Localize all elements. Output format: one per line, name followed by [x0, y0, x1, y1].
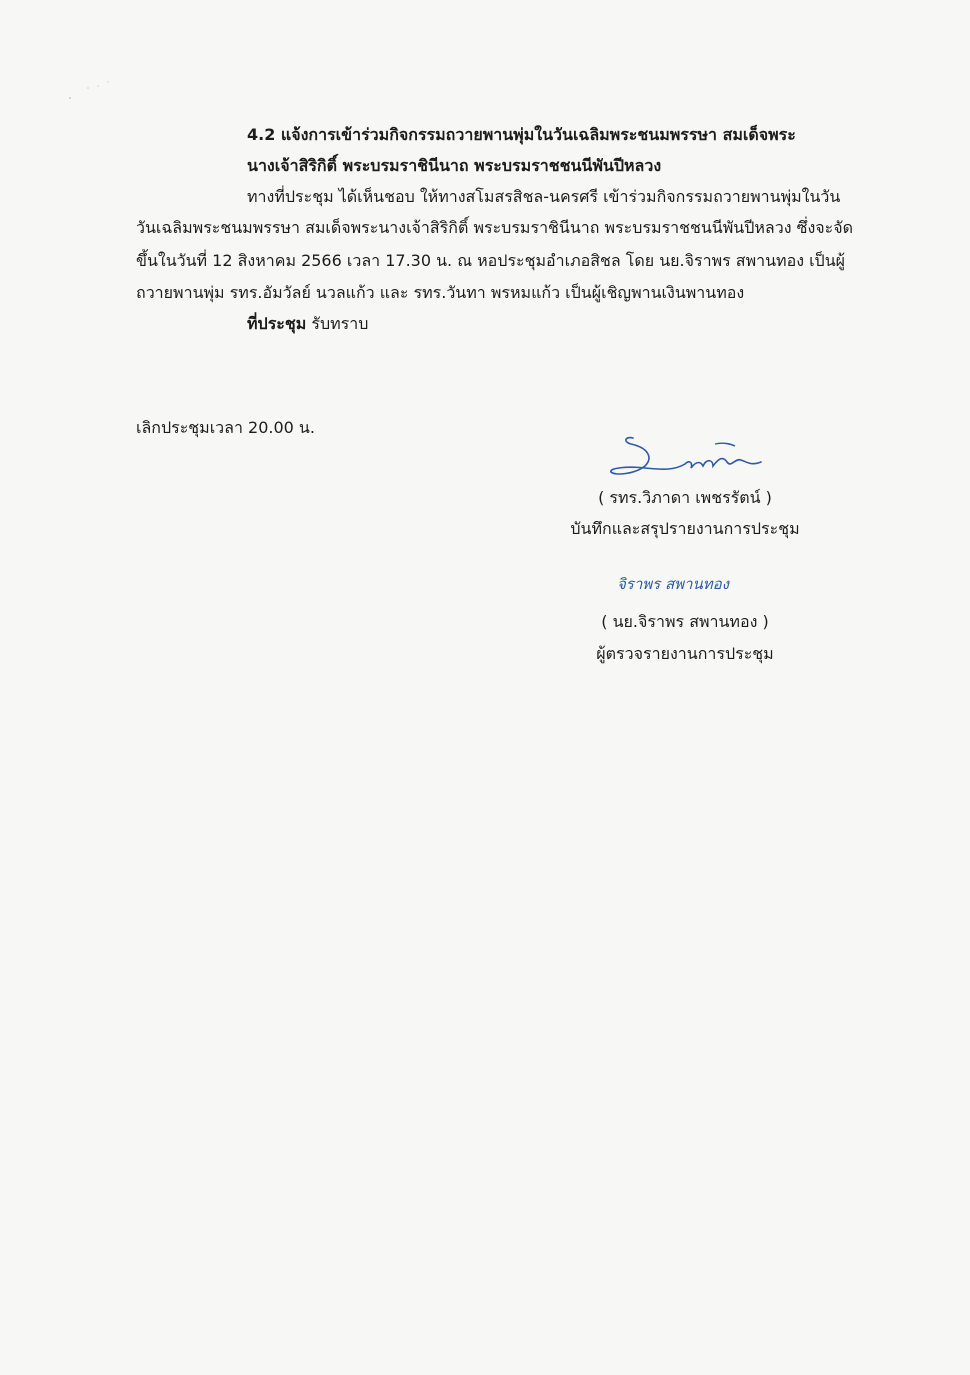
body-line2: วันเฉลิมพระชนมพรรษา สมเด็จพระนางเจ้าสิริกิติ์ พระบรมราชินีนาถ พระบรมราชชนนีพันปีหลวง ซึ่งจะจัด	[136, 218, 854, 237]
signature-2-role: ผู้ตรวจรายงานการประชุม	[596, 644, 774, 663]
resolution-line	[247, 313, 368, 335]
scan-specks	[60, 80, 120, 110]
body-line1: ทางที่ประชุม ได้เห็นชอบ ให้ทางสโมสรสิชล-นครศรี เข้าร่วมกิจกรรมถวายพานพุ่มในวัน	[247, 187, 841, 206]
section-heading-line2: นางเจ้าสิริกิติ์ พระบรมราชินีนาถ พระบรมราชชนนีพันปีหลวง	[247, 156, 662, 175]
resolution-label: ที่ประชุม	[247, 314, 307, 333]
closing-time: เลิกประชุมเวลา 20.00 น.	[136, 418, 315, 437]
signature-1-name: ( รทร.วิภาดา เพชรรัตน์ )	[598, 488, 772, 507]
signature-1-image	[605, 432, 765, 482]
resolution-text: รับทราบ	[306, 314, 369, 333]
signature-1-role: บันทึกและสรุปรายงานการประชุม	[570, 519, 800, 538]
section-heading-line1: 4.2 แจ้งการเข้าร่วมกิจกรรมถวายพานพุ่มในวันเฉลิมพระชนมพรรษา สมเด็จพระ	[247, 125, 796, 144]
signature-2-handwriting: จิราพร สพานทอง	[617, 575, 729, 593]
body-line4: ถวายพานพุ่ม รทร.อัมวัลย์ นวลแก้ว และ รทร.วันทา พรหมแก้ว เป็นผู้เชิญพานเงินพานทอง	[136, 283, 745, 302]
signature-2-name: ( นย.จิราพร สพานทอง )	[601, 612, 769, 631]
body-line3: ขึ้นในวันที่ 12 สิงหาคม 2566 เวลา 17.30 น. ณ หอประชุมอำเภอสิชล โดย นย.จิราพร สพานทอง เป็นผู้	[136, 251, 846, 270]
